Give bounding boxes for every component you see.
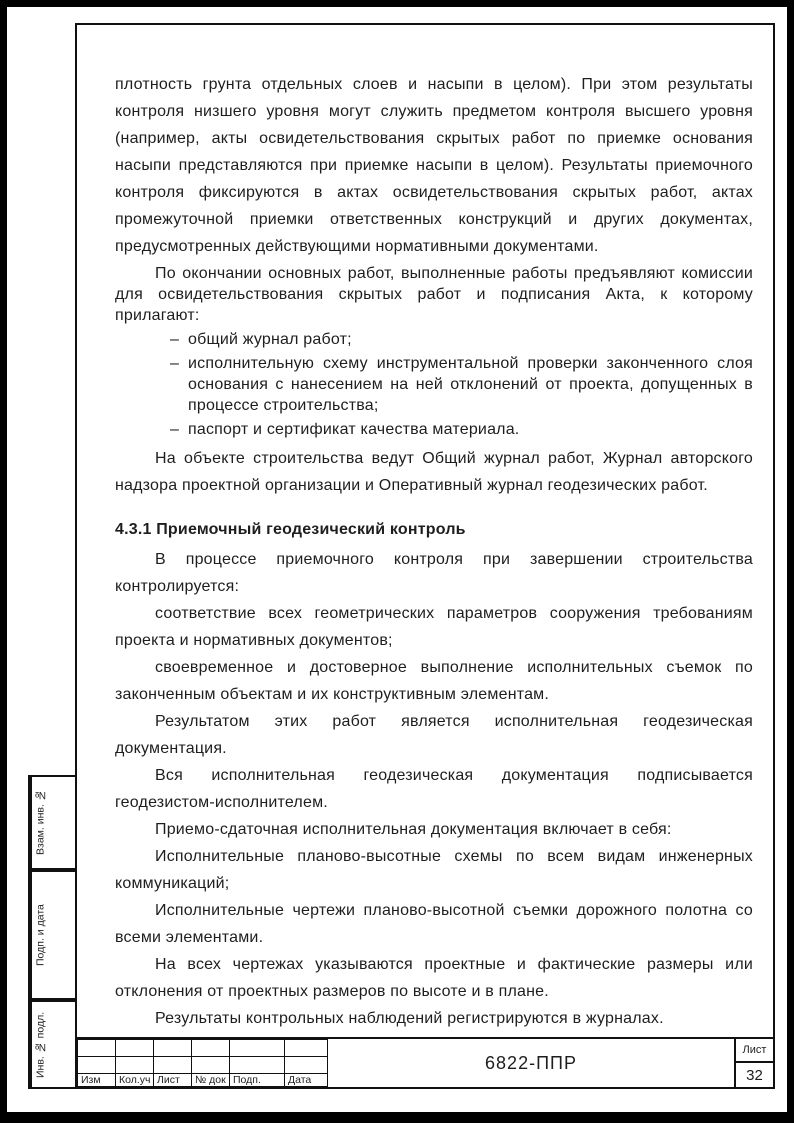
- dash-marker: –: [170, 331, 180, 348]
- stamp-blank-cell: [49, 1002, 75, 1087]
- bullet-list: [115, 329, 753, 440]
- paragraph: соответствие всех геометрических параметров сооружения требованиям проекта и нормативных документов;: [115, 605, 753, 649]
- revision-cell-empty: [285, 1040, 328, 1057]
- paragraph: В процессе приемочного контроля при завершении строительства контролируется:: [115, 551, 753, 595]
- revision-cell-empty: [154, 1057, 192, 1074]
- doc-code-cell: 6822-ППР: [328, 1039, 736, 1087]
- list-item: [170, 419, 753, 440]
- revision-row-empty: [78, 1057, 328, 1074]
- list-item-text: общий журнал работ;: [188, 331, 352, 348]
- paragraph: На объекте строительства ведут Общий журнал работ, Журнал авторского надзора проектной организации и Оперативный журнал геодезических работ.: [115, 450, 753, 494]
- text-area: [115, 25, 753, 1032]
- stamp-blank-cell: [49, 777, 75, 868]
- title-block: [75, 1037, 775, 1089]
- revision-header-list: Лист: [154, 1074, 192, 1087]
- list-item-text: исполнительную схему инструментальной проверки законченного слоя основания с нанесением на ней отклонений от проекта, допущенных в процессе строительства;: [188, 355, 753, 414]
- paragraph: Приемо-сдаточная исполнительная документация включает в себя:: [155, 821, 672, 838]
- revision-cell-empty: [230, 1057, 285, 1074]
- revision-cell-empty: [230, 1040, 285, 1057]
- paragraph: На всех чертежах указываются проектные и фактические размеры или отклонения от проектных размеров по высоте и в плане.: [115, 956, 753, 1000]
- revision-cell-empty: [154, 1040, 192, 1057]
- revision-cell-empty: [116, 1040, 154, 1057]
- revision-cell-empty: [285, 1057, 328, 1074]
- revision-header-podp: Подп.: [230, 1074, 285, 1087]
- stamp-vzam-inv: [28, 775, 77, 870]
- paragraph: Вся исполнительная геодезическая документация подписывается геодезистом-исполнителем.: [115, 767, 753, 811]
- stamp-label: Инв. № подл.: [30, 1002, 49, 1087]
- revision-cell-empty: [192, 1057, 230, 1074]
- stamp-blank-cell: [49, 872, 75, 998]
- list-item-text: паспорт и сертификат качества материала.: [188, 421, 520, 438]
- sheet-block: [736, 1039, 773, 1087]
- revision-header-koluch: Кол.уч: [116, 1074, 154, 1087]
- dash-marker: –: [170, 421, 180, 438]
- revision-header-row: [78, 1074, 328, 1087]
- list-item: [170, 353, 753, 416]
- revision-header-data: Дата: [285, 1074, 328, 1087]
- sheet-number-cell: 32: [746, 1066, 763, 1084]
- revision-header-dok: № док: [192, 1074, 230, 1087]
- stamp-inv-podl: [28, 1000, 77, 1089]
- paragraph-continuation: плотность грунта отдельных слоев и насыпи в целом). При этом результаты контроля низшего уровня могут служить предметом контроля высшего уровня (например, акты освидетельствования скрытых работ по приемке основания насыпи представляются при приемке насыпи в целом). Результаты приемочного контроля фиксируются в актах освидетельствования скрытых работ, актах промежуточной приемки ответственных конструкций и других документах, предусмотренных действующими нормативными документами.: [115, 76, 753, 255]
- section-heading: 4.3.1 Приемочный геодезический контроль: [115, 521, 466, 538]
- stamp-label: Подп. и дата: [30, 872, 49, 998]
- paragraph: Результатом этих работ является исполнительная геодезическая документация.: [115, 713, 753, 757]
- revision-header-izm: Изм: [78, 1074, 116, 1087]
- revision-row-empty: [78, 1040, 328, 1057]
- stamp-podp-data: [28, 870, 77, 1000]
- revision-table: [77, 1039, 328, 1087]
- paragraph: Исполнительные чертежи планово-высотной съемки дорожного полотна со всеми элементами.: [115, 902, 753, 946]
- revision-cell-empty: [78, 1057, 116, 1074]
- list-item: [170, 329, 753, 350]
- revision-cell-empty: [116, 1057, 154, 1074]
- paragraph: Результаты контрольных наблюдений регистрируются в журналах.: [155, 1010, 664, 1027]
- sheet-label-cell: Лист: [736, 1039, 773, 1063]
- paragraph-intro-list: По окончании основных работ, выполненные работы предъявляют комиссии для освидетельствования скрытых работ и подписания Акта, к которому прилагают:: [115, 265, 753, 324]
- stamp-label: Взам. инв. №: [30, 777, 49, 868]
- paragraph: своевременное и достоверное выполнение исполнительных съемок по законченным объектам и их конструктивным элементам.: [115, 659, 753, 703]
- revision-cell-empty: [192, 1040, 230, 1057]
- revision-cell-empty: [78, 1040, 116, 1057]
- dash-marker: –: [170, 355, 180, 372]
- paragraph: Исполнительные планово-высотные схемы по всем видам инженерных коммуникаций;: [115, 848, 753, 892]
